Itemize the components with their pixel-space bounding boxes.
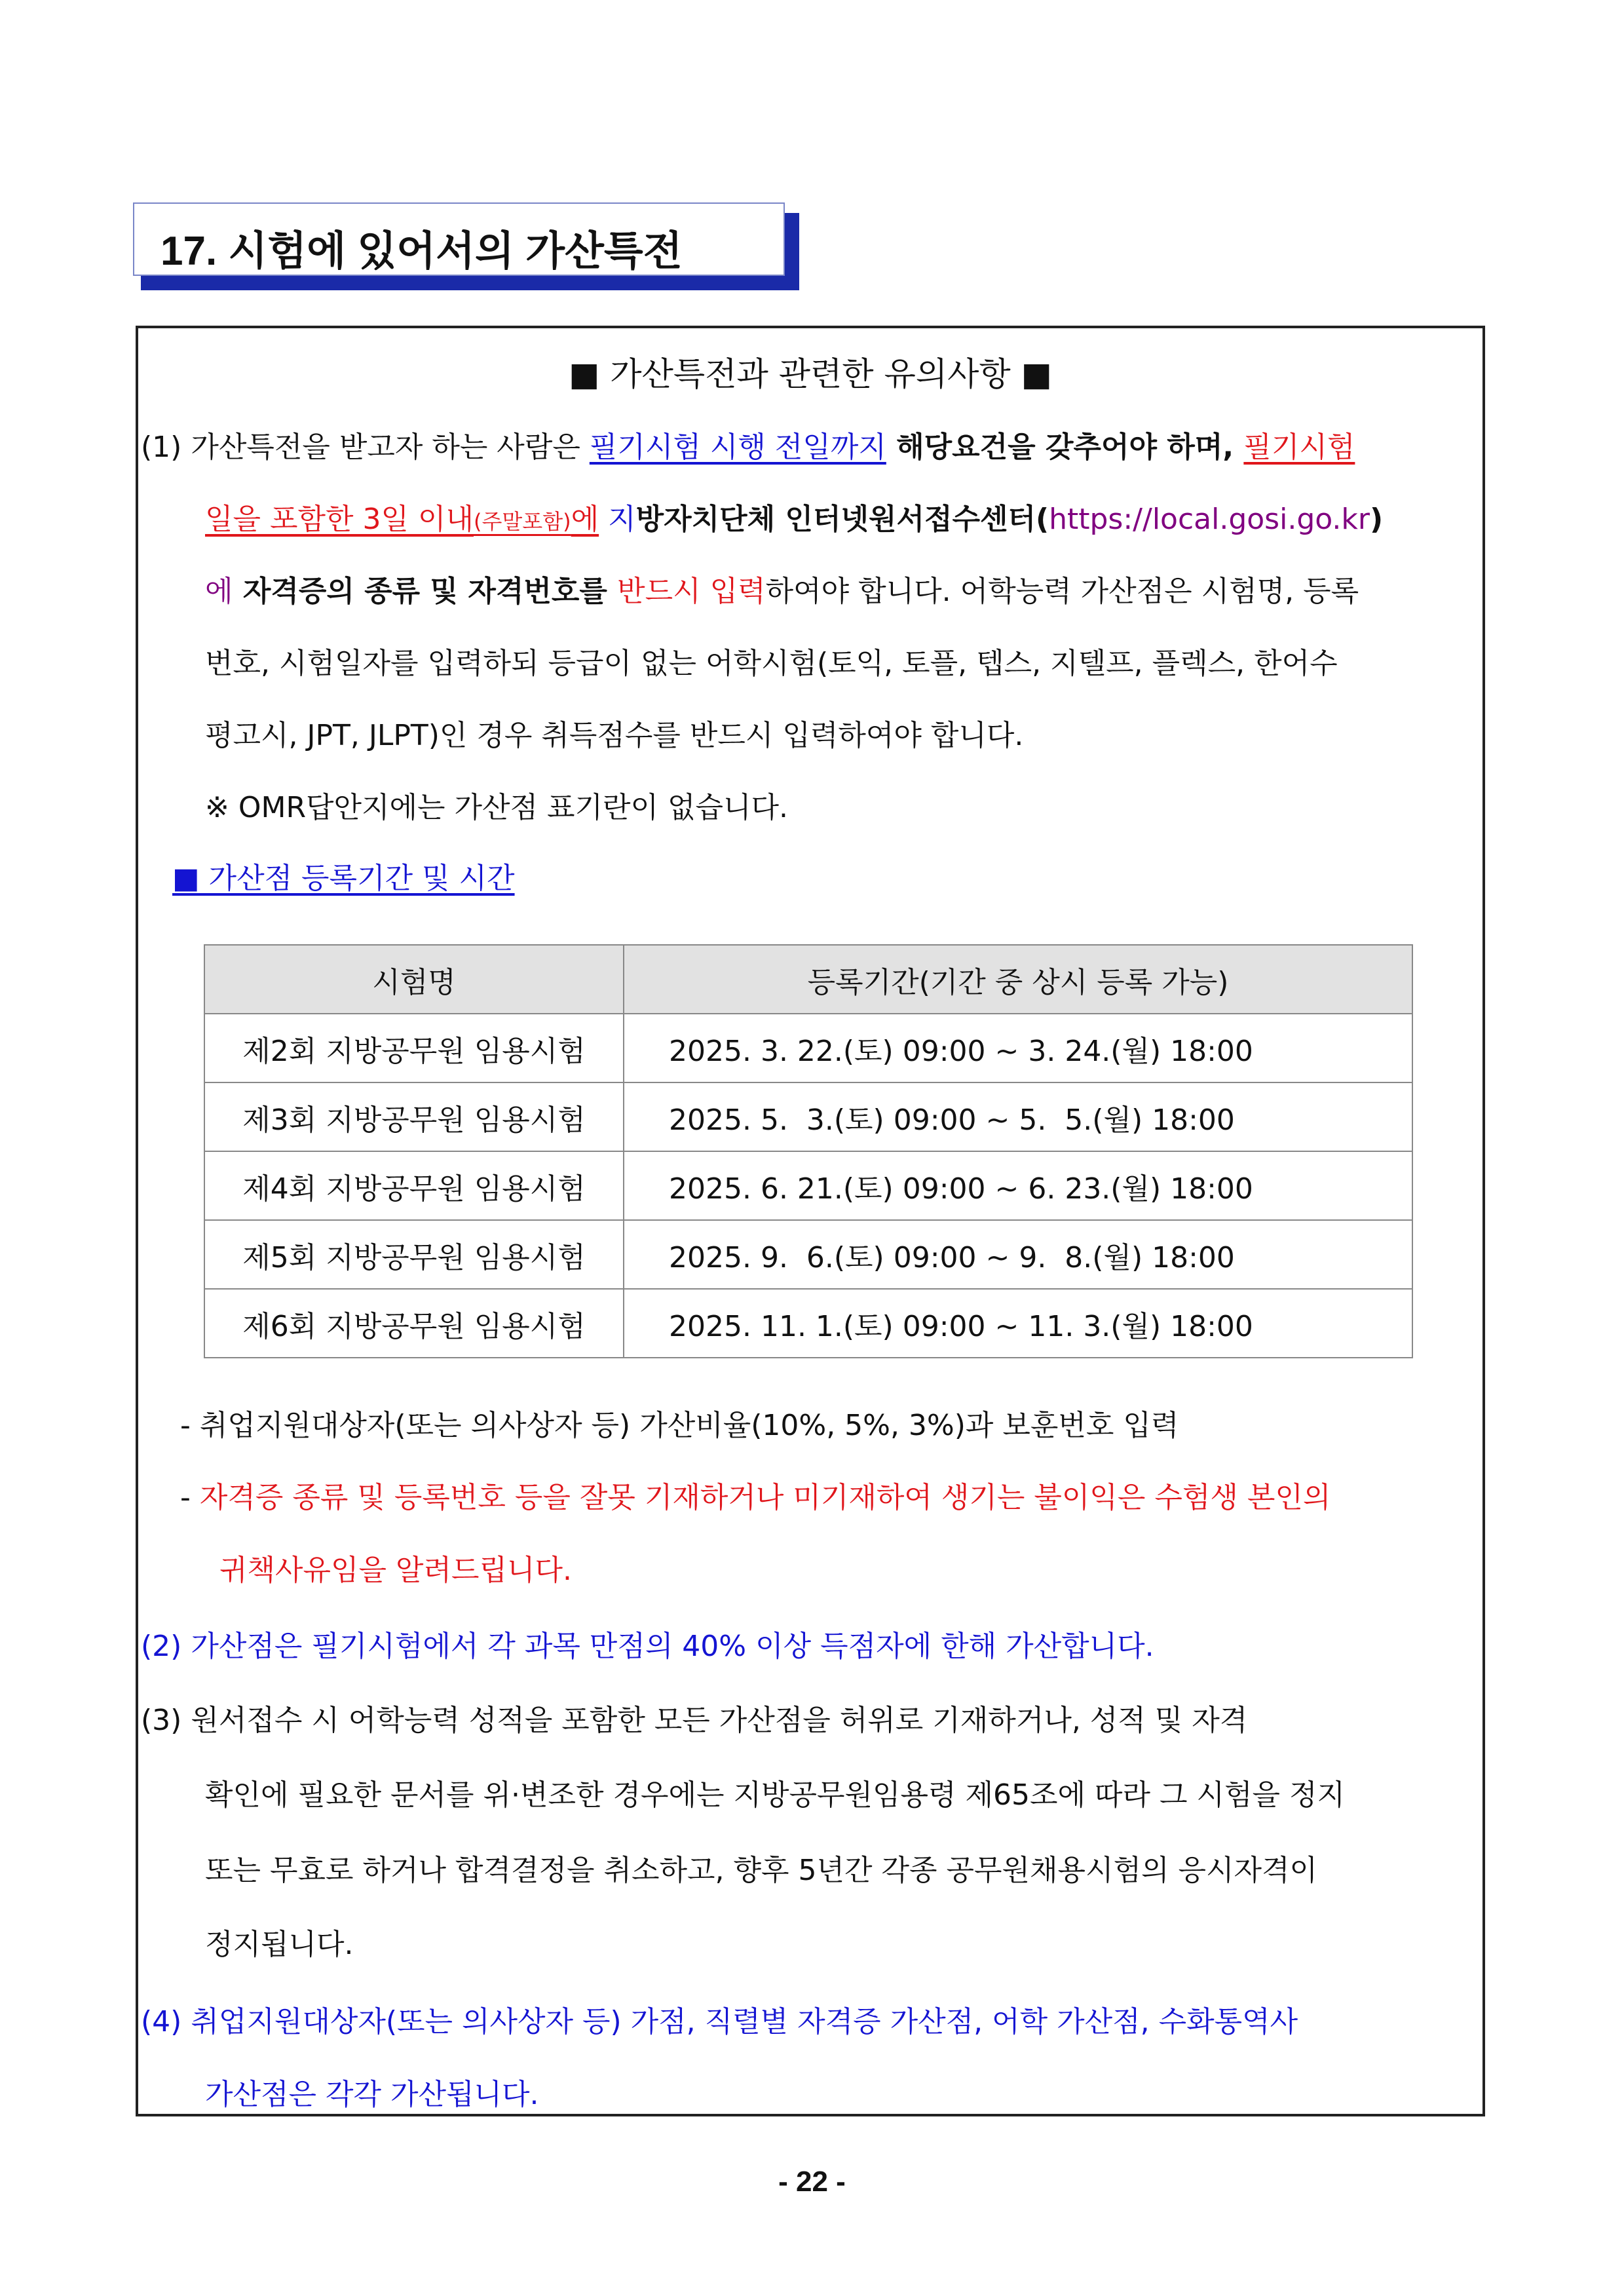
item1-paren: ) (1369, 503, 1384, 536)
page-number: - 22 - (778, 2166, 846, 2198)
item1-line2 (205, 500, 1383, 541)
table-cell-period: 2025. 9. 6.(토) 09:00 ~ 9. 8.(월) 18:00 (624, 1220, 1412, 1289)
item1-line5: 평고시, JPT, JLPT)인 경우 취득점수를 반드시 입력하여야 합니다. (205, 719, 1024, 752)
table-cell-exam: 제3회 지방공무원 임용시험 (204, 1082, 624, 1151)
table-header-exam: 시험명 (204, 945, 624, 1014)
item3-line4: 정지됩니다. (205, 1928, 354, 1961)
dash-note-2-text: 자격증 종류 및 등록번호 등을 잘못 기재하거나 미기재하여 생기는 불이익은 수험생 본인의 (199, 1481, 1331, 1514)
item1-particle: 에 (571, 503, 599, 536)
item1-license-info: 자격증의 종류 및 자격번호를 (233, 575, 618, 608)
table-cell-period: 2025. 11. 1.(토) 09:00 ~ 11. 3.(월) 18:00 (624, 1289, 1412, 1358)
item1-deadline: 필기시험 시행 전일까지 (589, 430, 886, 464)
table-cell-period: 2025. 5. 3.(토) 09:00 ~ 5. 5.(월) 18:00 (624, 1082, 1412, 1151)
item3-line1: (3) 원서접수 시 어학능력 성적을 포함한 모든 가산점을 허위로 기재하거나, 성적 및 자격 (141, 1704, 1248, 1737)
item1-line3 (205, 572, 1359, 611)
item1-written-exam: 필기시험 (1243, 430, 1355, 464)
item3-line3: 또는 무효로 하거나 합격결정을 취소하고, 향후 5년간 각종 공무원채용시험의 응시자격이 (205, 1854, 1317, 1887)
notice-frame (136, 326, 1485, 2116)
table-header-period: 등록기간(기간 중 상시 등록 가능) (624, 945, 1412, 1014)
table-row (204, 1289, 1412, 1358)
table-cell-period: 2025. 6. 21.(토) 09:00 ~ 6. 23.(월) 18:00 (624, 1151, 1412, 1220)
section-title-box (133, 202, 785, 276)
item1-ji: 지 (599, 503, 636, 536)
period-heading: ■ 가산점 등록기간 및 시간 (172, 862, 515, 895)
table-cell-exam: 제2회 지방공무원 임용시험 (204, 1014, 624, 1082)
table-header-row (204, 945, 1412, 1014)
item1-center: 방자치단체 인터넷원서접수센터( (635, 503, 1049, 536)
notice-heading: ■ 가산특전과 관련한 유의사항 ■ (569, 355, 1052, 393)
table-row (204, 1014, 1412, 1082)
item1-url-link[interactable]: https://local.gosi.go.kr (1049, 503, 1370, 536)
table-cell-exam: 제4회 지방공무원 임용시험 (204, 1151, 624, 1220)
item1-text: (1) 가산특전을 받고자 하는 사람은 (141, 430, 590, 464)
item3-line2: 확인에 필요한 문서를 위·변조한 경우에는 지방공무원임용령 제65조에 따라 그 시험을 정지 (205, 1778, 1345, 1812)
item1-e: 에 (205, 575, 233, 608)
dash-note-2 (180, 1478, 1331, 1518)
table-cell-period: 2025. 3. 22.(토) 09:00 ~ 3. 24.(월) 18:00 (624, 1014, 1412, 1082)
dash-note-2-cont: 귀책사유임을 알려드립니다. (219, 1554, 573, 1587)
table-row (204, 1082, 1412, 1151)
table-cell-exam: 제5회 지방공무원 임용시험 (204, 1220, 624, 1289)
item4-line2: 가산점은 각각 가산됩니다. (205, 2078, 539, 2111)
item1-requirement: 해당요건을 갖추어야 하며, (886, 430, 1244, 464)
item1-must-enter: 반드시 입력 (617, 575, 766, 608)
item1-within-3days: 일을 포함한 3일 이내 (205, 503, 474, 536)
item1-language-score: 하여야 합니다. 어학능력 가산점은 시험명, 등록 (765, 575, 1359, 608)
item1-line4: 번호, 시험일자를 입력하되 등급이 없는 어학시험(토익, 토플, 텝스, 지텔프, 플렉스, 한어수 (205, 647, 1338, 680)
section-title: 17. 시험에 있어서의 가산특전 (161, 229, 683, 274)
item2: (2) 가산점은 필기시험에서 각 과목 만점의 40% 이상 득점자에 한해 가산합니다. (141, 1630, 1154, 1663)
omr-note: ※ OMR답안지에는 가산점 표기란이 없습니다. (205, 791, 789, 824)
table-cell-exam: 제6회 지방공무원 임용시험 (204, 1289, 624, 1358)
table-row (204, 1220, 1412, 1289)
item1-weekend-note: (주말포함) (473, 509, 571, 534)
item1-line1 (141, 428, 1355, 467)
dash-note-1: - 취업지원대상자(또는 의사상자 등) 가산비율(10%, 5%, 3%)과 보훈번호 입력 (180, 1409, 1179, 1442)
table-row (204, 1151, 1412, 1220)
registration-period-table (204, 944, 1413, 1358)
item4-line1: (4) 취업지원대상자(또는 의사상자 등) 가점, 직렬별 자격증 가산점, 어학 가산점, 수화통역사 (141, 2005, 1298, 2038)
dash-marker: - (180, 1481, 200, 1514)
